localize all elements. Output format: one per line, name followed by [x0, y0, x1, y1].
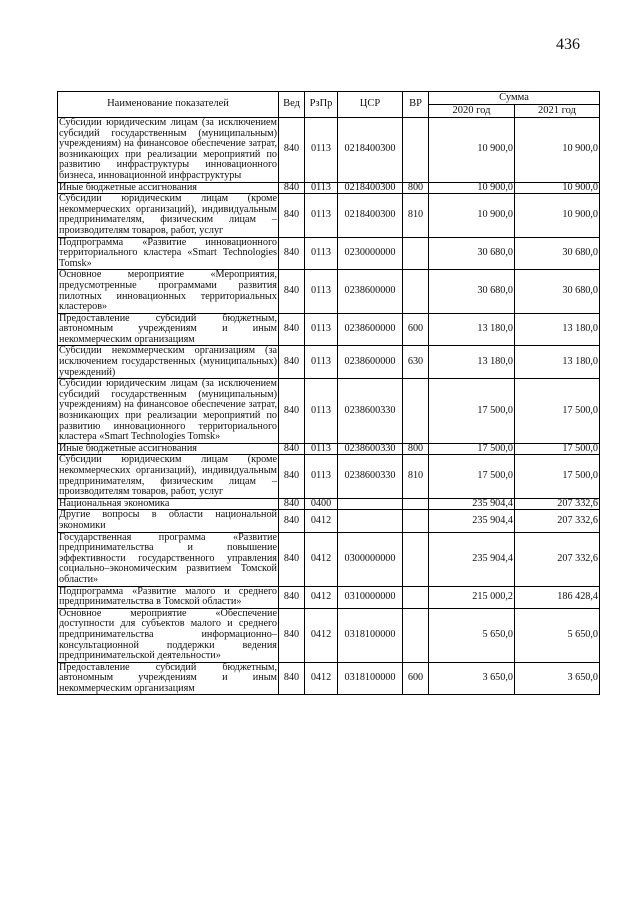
cell-y2020: 235 904,4 — [429, 532, 515, 586]
cell-rzpr: 0113 — [305, 182, 338, 194]
cell-y2020: 10 900,0 — [429, 194, 515, 237]
table-row — [58, 270, 600, 313]
cell-name: Основное мероприятие «Мероприятия, предусмотренные программами развития пилотных инновационных территориальных кластеров» — [59, 269, 277, 313]
cell-vr: 800 — [403, 443, 429, 455]
header-name: Наименование показателей — [58, 92, 279, 118]
table-row — [58, 182, 600, 194]
header-vr: ВР — [403, 92, 429, 118]
cell-rzpr: 0113 — [305, 346, 338, 379]
cell-csr: 0238600000 — [338, 270, 403, 313]
table-row — [58, 662, 600, 695]
cell-name: Субсидии юридическим лицам (кроме некоммерческих организаций), индивидуальным предпринимателям, физическим лицам – производителям товаров, работ, услуг — [59, 193, 277, 236]
cell-rzpr: 0412 — [305, 608, 338, 662]
cell-name: Субсидии юридическим лицам (за исключением субсидий государственным (муниципальным) учреждениям) на финансовое обеспечение затрат, возникающих при реализации мероприятий по развитию инфраструктуры инновационного бизнеса, инновационной инфраструктуры — [59, 117, 277, 181]
cell-csr: 0238600000 — [338, 313, 403, 346]
cell-name: Подпрограмма «Развитие малого и среднего предпринимательства в Томской области» — [59, 585, 277, 608]
cell-y2021: 3 650,0 — [515, 662, 600, 695]
cell-vr: 600 — [403, 313, 429, 346]
header-rzpr: РзПр — [305, 92, 338, 118]
cell-name: Национальная экономика — [58, 498, 279, 510]
cell-vr — [403, 586, 429, 608]
table-row — [58, 532, 600, 586]
cell-y2021: 30 680,0 — [515, 237, 600, 270]
cell-name: Иные бюджетные ассигнования — [58, 443, 279, 455]
cell-csr — [338, 510, 403, 532]
cell-rzpr: 0400 — [305, 498, 338, 510]
header-ved: Вед — [279, 92, 305, 118]
table-row — [58, 455, 600, 498]
cell-y2020: 13 180,0 — [429, 346, 515, 379]
cell-y2021: 13 180,0 — [515, 346, 600, 379]
cell-y2021: 207 332,6 — [515, 510, 600, 532]
cell-y2021: 5 650,0 — [515, 608, 600, 662]
cell-vr — [403, 118, 429, 183]
cell-y2020: 10 900,0 — [429, 118, 515, 183]
cell-ved: 840 — [279, 313, 305, 346]
cell-vr — [403, 532, 429, 586]
cell-name: Предоставление субсидий бюджетным, автономным учреждениям и иным некоммерческим организациям — [59, 661, 277, 694]
cell-y2021: 10 900,0 — [515, 118, 600, 183]
budget-table — [57, 91, 600, 695]
cell-y2021: 17 500,0 — [515, 379, 600, 444]
cell-ved: 840 — [279, 194, 305, 237]
cell-csr: 0218400300 — [338, 118, 403, 183]
cell-ved: 840 — [279, 182, 305, 194]
cell-y2020: 5 650,0 — [429, 608, 515, 662]
table-row — [58, 443, 600, 455]
cell-csr: 0300000000 — [338, 532, 403, 586]
cell-csr: 0218400300 — [338, 182, 403, 194]
cell-vr: 600 — [403, 662, 429, 695]
cell-y2020: 235 904,4 — [429, 498, 515, 510]
cell-ved: 840 — [279, 346, 305, 379]
cell-csr: 0230000000 — [338, 237, 403, 270]
cell-ved: 840 — [279, 455, 305, 498]
table-row — [58, 313, 600, 346]
cell-csr: 0310000000 — [338, 586, 403, 608]
cell-rzpr: 0412 — [305, 662, 338, 695]
header-2020: 2020 год — [429, 105, 515, 118]
cell-rzpr: 0113 — [305, 443, 338, 455]
cell-y2020: 17 500,0 — [429, 455, 515, 498]
cell-y2021: 207 332,6 — [515, 498, 600, 510]
cell-name: Иные бюджетные ассигнования — [58, 182, 279, 194]
page-number: 436 — [556, 36, 580, 53]
cell-name: Основное мероприятие «Обеспечение доступности для субъектов малого и среднего предпринимательства информационно–консультационной поддержки ведения предпринимательской деятельности» — [59, 607, 277, 662]
cell-csr: 0238600330 — [338, 379, 403, 444]
cell-vr — [403, 379, 429, 444]
cell-name: Подпрограмма «Развитие инновационного территориального кластера «Smart Technologies Tomsk» — [59, 236, 277, 269]
cell-y2021: 186 428,4 — [515, 586, 600, 608]
cell-y2021: 10 900,0 — [515, 182, 600, 194]
cell-rzpr: 0113 — [305, 194, 338, 237]
cell-rzpr: 0412 — [305, 532, 338, 586]
table-row — [58, 237, 600, 270]
cell-vr — [403, 608, 429, 662]
cell-vr — [403, 270, 429, 313]
cell-name: Государственная программа «Развитие предпринимательства и повышение эффективности государственного управления социально–экономическим развитием Томской области» — [59, 531, 277, 585]
cell-y2020: 30 680,0 — [429, 237, 515, 270]
table-row — [58, 379, 600, 444]
cell-ved: 840 — [279, 270, 305, 313]
cell-ved: 840 — [279, 662, 305, 695]
table-row — [58, 118, 600, 183]
table-row — [58, 194, 600, 237]
table-row — [58, 346, 600, 379]
cell-vr — [403, 498, 429, 510]
cell-y2020: 30 680,0 — [429, 270, 515, 313]
cell-ved: 840 — [279, 532, 305, 586]
cell-y2020: 17 500,0 — [429, 379, 515, 444]
table-row — [58, 510, 600, 532]
cell-csr: 0318100000 — [338, 608, 403, 662]
cell-y2020: 215 000,2 — [429, 586, 515, 608]
cell-name: Предоставление субсидий бюджетным, автономным учреждениям и иным некоммерческим организациям — [59, 312, 277, 345]
header-csr: ЦСР — [338, 92, 403, 118]
cell-rzpr: 0412 — [305, 510, 338, 532]
cell-vr — [403, 510, 429, 532]
cell-y2020: 235 904,4 — [429, 510, 515, 532]
cell-ved: 840 — [279, 237, 305, 270]
cell-rzpr: 0113 — [305, 237, 338, 270]
cell-ved: 840 — [279, 510, 305, 532]
cell-name: Субсидии юридическим лицам (кроме некоммерческих организаций), индивидуальным предпринимателям, физическим лицам – производителям товаров, работ, услуг — [59, 454, 277, 498]
cell-y2021: 207 332,6 — [515, 532, 600, 586]
table-row — [58, 586, 600, 608]
cell-csr: 0318100000 — [338, 662, 403, 695]
cell-y2021: 10 900,0 — [515, 194, 600, 237]
cell-ved: 840 — [279, 443, 305, 455]
cell-vr: 810 — [403, 455, 429, 498]
cell-rzpr: 0113 — [305, 313, 338, 346]
cell-name: Субсидии юридическим лицам (за исключением субсидий государственным (муниципальным) учреждениям) на финансовое обеспечение затрат, возникающих при реализации мероприятий по развитию инновационного территориального кластера «Smart Technologies Tomsk» — [59, 378, 277, 443]
cell-vr: 800 — [403, 182, 429, 194]
cell-y2021: 13 180,0 — [515, 313, 600, 346]
cell-csr — [338, 498, 403, 510]
cell-vr: 630 — [403, 346, 429, 379]
table-row — [58, 498, 600, 510]
cell-ved: 840 — [279, 118, 305, 183]
cell-csr: 0218400300 — [338, 194, 403, 237]
table-body — [58, 118, 600, 695]
cell-csr: 0238600330 — [338, 455, 403, 498]
cell-csr: 0238600330 — [338, 443, 403, 455]
cell-ved: 840 — [279, 608, 305, 662]
cell-rzpr: 0113 — [305, 379, 338, 444]
cell-csr: 0238600000 — [338, 346, 403, 379]
cell-rzpr: 0113 — [305, 455, 338, 498]
cell-vr: 810 — [403, 194, 429, 237]
header-sum: Сумма — [429, 92, 600, 105]
cell-name: Субсидии некоммерческим организациям (за исключением государственных (муниципальных) учреждений) — [59, 345, 277, 378]
cell-y2021: 30 680,0 — [515, 270, 600, 313]
cell-rzpr: 0412 — [305, 586, 338, 608]
cell-ved: 840 — [279, 586, 305, 608]
cell-ved: 840 — [279, 498, 305, 510]
cell-y2020: 3 650,0 — [429, 662, 515, 695]
cell-ved: 840 — [279, 379, 305, 444]
cell-y2021: 17 500,0 — [515, 455, 600, 498]
cell-y2020: 13 180,0 — [429, 313, 515, 346]
cell-y2021: 17 500,0 — [515, 443, 600, 455]
header-2021: 2021 год — [515, 105, 600, 118]
cell-rzpr: 0113 — [305, 118, 338, 183]
cell-rzpr: 0113 — [305, 270, 338, 313]
cell-name: Другие вопросы в области национальной экономики — [59, 509, 277, 531]
cell-vr — [403, 237, 429, 270]
cell-y2020: 10 900,0 — [429, 182, 515, 194]
cell-y2020: 17 500,0 — [429, 443, 515, 455]
table-row — [58, 608, 600, 662]
